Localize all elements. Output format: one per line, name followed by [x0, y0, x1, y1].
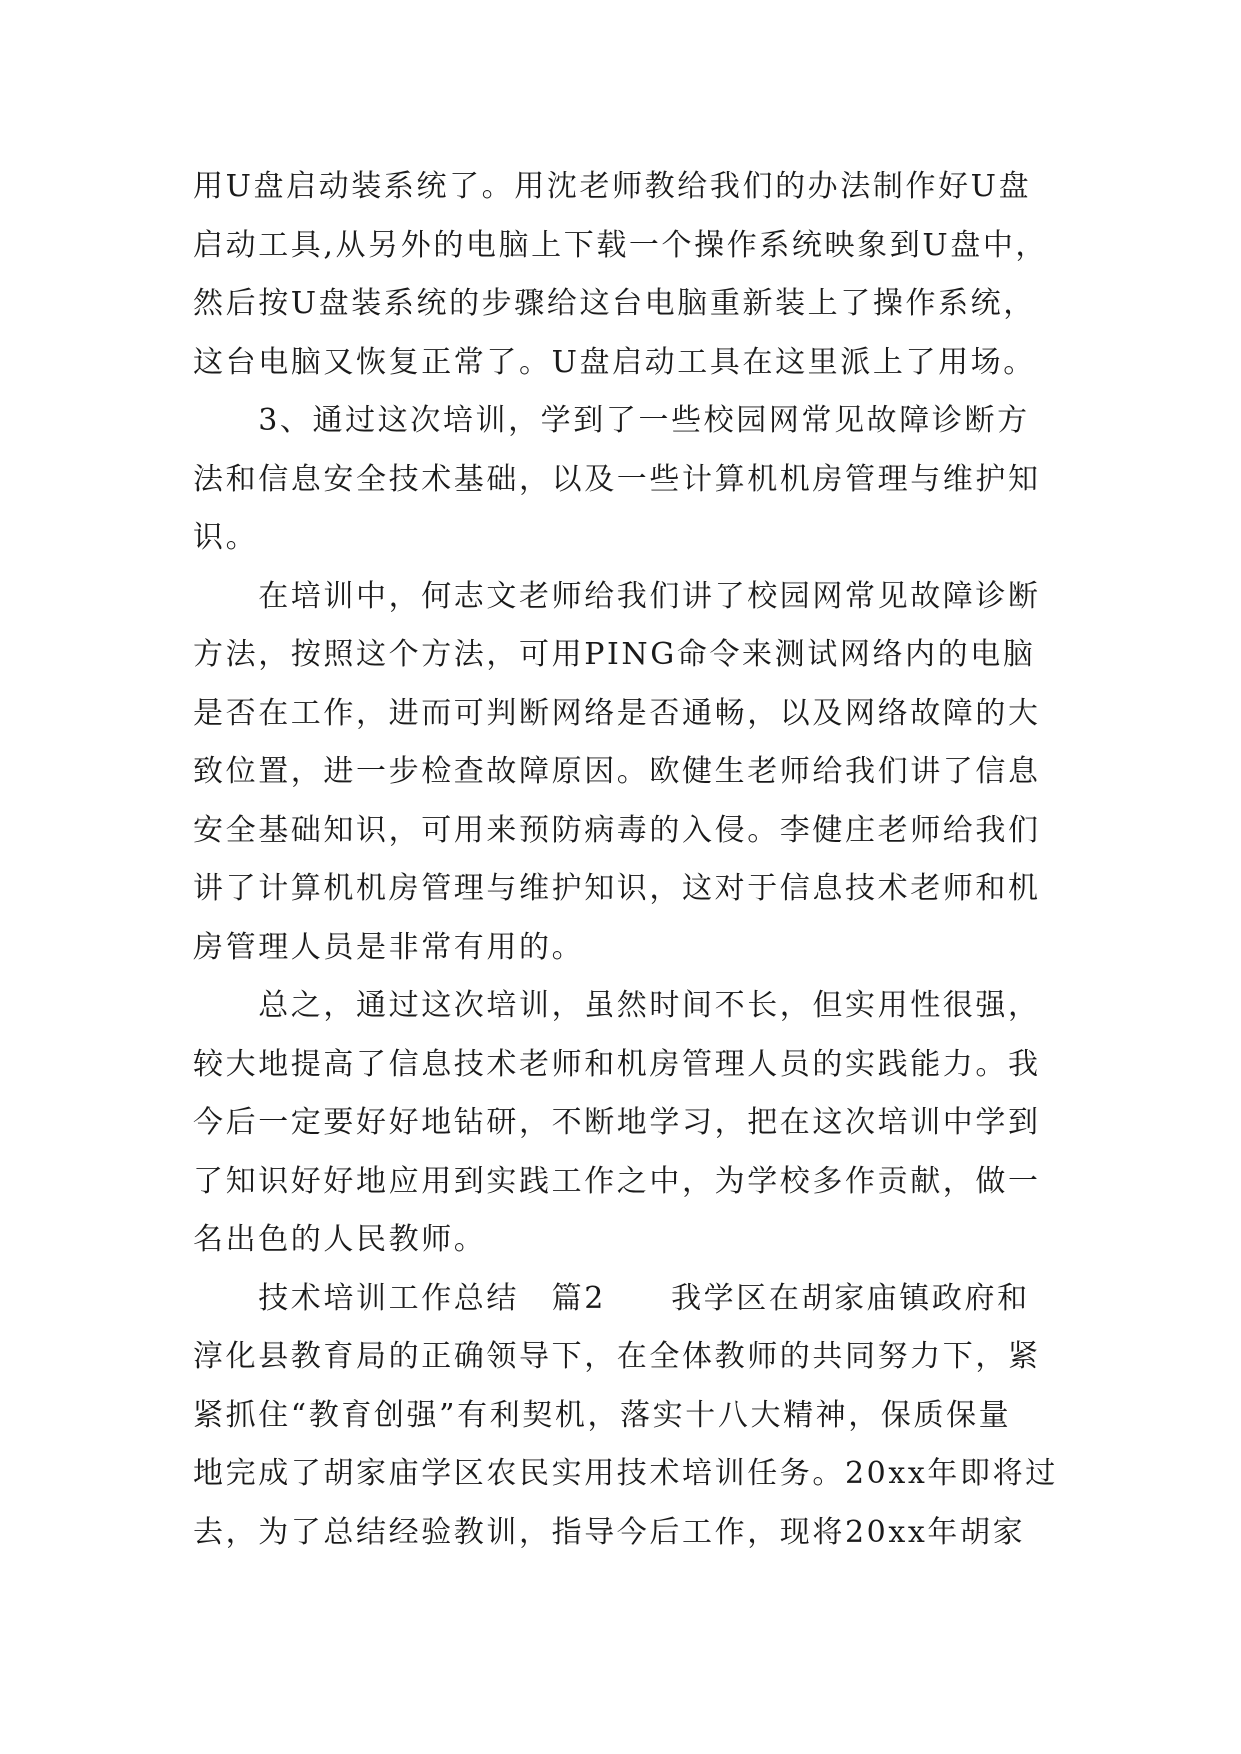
text-line: 用U盘启动装系统了。用沈老师教给我们的办法制作好U盘	[193, 169, 1032, 204]
text-line: 启动工具,从另外的电脑上下载一个操作系统映象到U盘中，	[193, 227, 1049, 263]
text-line: 名出色的人民教师。	[193, 1222, 487, 1257]
text-line: 了知识好好地应用到实践工作之中，为学校多作贡献，做一	[193, 1163, 1041, 1199]
text-line: 3、通过这次培训，学到了一些校园网常见故障诊断方	[193, 403, 1030, 438]
text-line: 总之，通过这次培训，虽然时间不长，但实用性很强，	[193, 988, 1041, 1023]
text-line: 较大地提高了信息技术老师和机房管理人员的实践能力。我	[193, 1046, 1041, 1082]
document-body	[193, 158, 1063, 1562]
text-line: 这台电脑又恢复正常了。U盘启动工具在这里派上了用场。	[193, 344, 1036, 380]
text-line: 紧抓住“教育创强”有利契机，落实十八大精神，保质保量	[193, 1397, 1012, 1433]
text-line: 今后一定要好好地钻研，不断地学习，把在这次培训中学到	[193, 1105, 1041, 1140]
text-line: 讲了计算机机房管理与维护知识，这对于信息技术老师和机	[193, 871, 1041, 906]
section-heading-line: 技术培训工作总结 篇2 我学区在胡家庙镇政府和	[193, 1280, 1030, 1316]
text-line: 淳化县教育局的正确领导下，在全体教师的共同努力下，紧	[193, 1339, 1041, 1374]
text-line: 安全基础知识，可用来预防病毒的入侵。李健庄老师给我们	[193, 812, 1041, 848]
text-line: 在培训中，何志文老师给我们讲了校园网常见故障诊断	[193, 578, 1041, 614]
text-line: 方法，按照这个方法，可用PING命令来测试网络内的电脑	[193, 637, 1036, 672]
text-line: 是否在工作，进而可判断网络是否通畅，以及网络故障的大	[193, 695, 1041, 731]
text-line: 然后按U盘装系统的步骤给这台电脑重新装上了操作系统，	[193, 286, 1036, 321]
text-line: 致位置，进一步检查故障原因。欧健生老师给我们讲了信息	[193, 754, 1041, 789]
text-line: 房管理人员是非常有用的。	[193, 929, 585, 965]
text-line: 法和信息安全技术基础，以及一些计算机机房管理与维护知	[193, 461, 1041, 497]
text-line: 识。	[193, 520, 259, 555]
text-line: 地完成了胡家庙学区农民实用技术培训任务。20xx年即将过	[193, 1456, 1058, 1491]
text-line: 去，为了总结经验教训，指导今后工作，现将20xx年胡家	[193, 1514, 1026, 1550]
